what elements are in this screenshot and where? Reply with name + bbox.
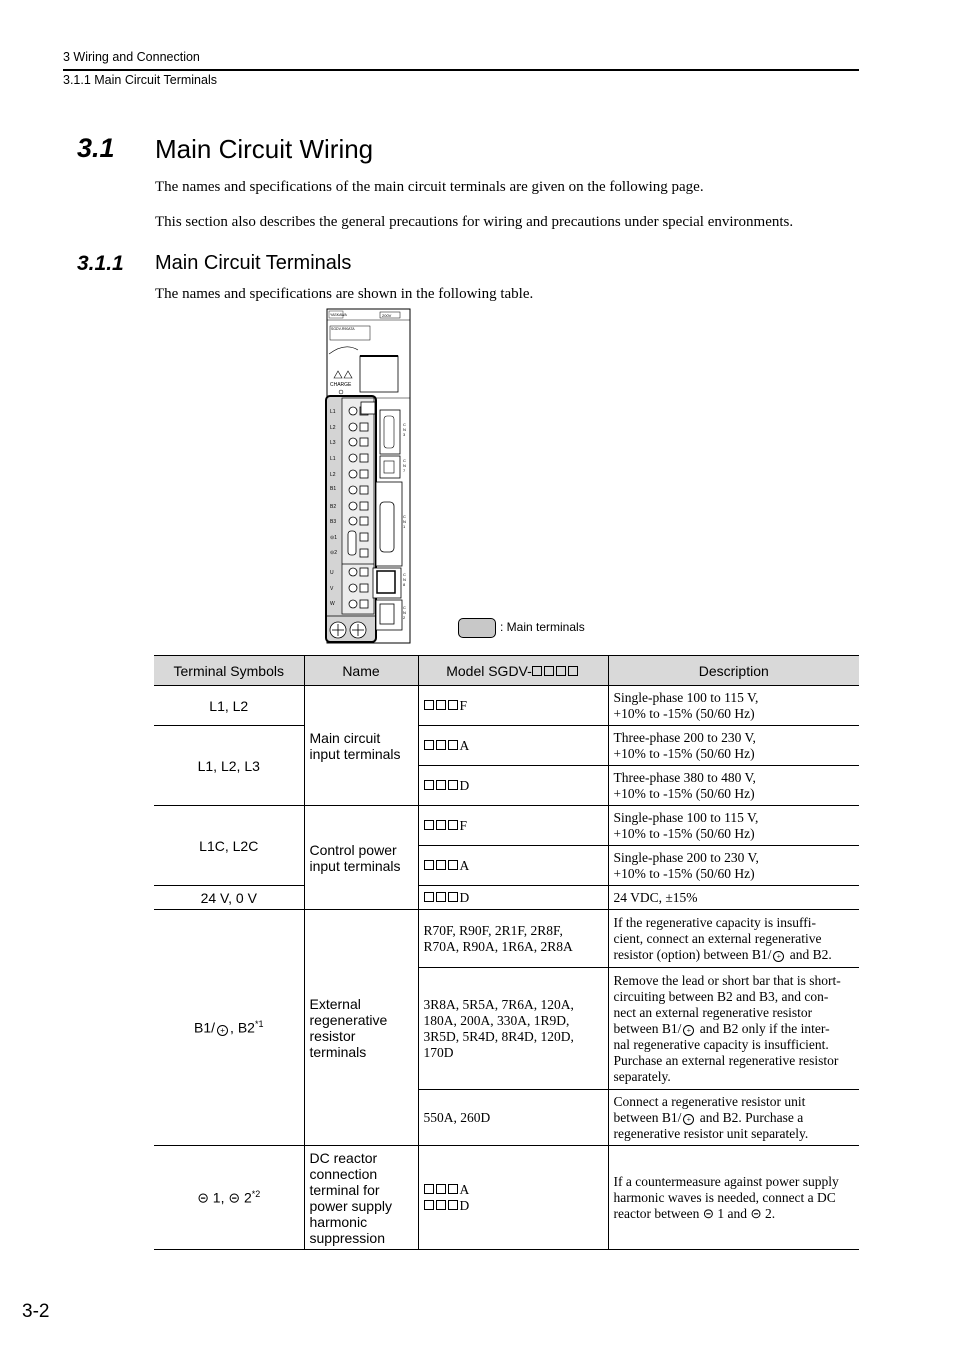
intro-paragraph-1: The names and specifications of the main circuit terminals are given on the following page. xyxy=(155,179,704,195)
table-row xyxy=(154,686,859,726)
description-cell: Single-phase 100 to 115 V, +10% to -15% (50/60 Hz) xyxy=(608,806,859,846)
terminal-symbol: ⊝ 1, ⊝ 2$^{*2}$ xyxy=(154,1146,304,1250)
svg-text:L1: L1 xyxy=(330,456,336,462)
plus-circle-icon: + xyxy=(683,1114,694,1125)
svg-text:⊝1: ⊝1 xyxy=(330,535,337,541)
model-cell: 550A, 260D xyxy=(418,1090,608,1146)
model-cell: A D xyxy=(418,1146,608,1250)
svg-text:L2: L2 xyxy=(330,425,336,431)
model-cell: D xyxy=(418,886,608,910)
model-cell: A xyxy=(418,846,608,886)
svg-text:N: N xyxy=(403,519,406,524)
column-header-model xyxy=(418,656,608,686)
svg-text:L3: L3 xyxy=(330,440,336,446)
intro-paragraph-2: This section also describes the general precautions for wiring and precautions under special environments. xyxy=(155,214,794,230)
table-row xyxy=(154,886,859,910)
table-row xyxy=(154,806,859,846)
svg-text:C: C xyxy=(403,605,406,610)
svg-text:C: C xyxy=(403,514,406,519)
svg-text:W: W xyxy=(330,601,335,607)
description-cell: Single-phase 200 to 230 V, +10% to -15% (50/60 Hz) xyxy=(608,846,859,886)
svg-text:N: N xyxy=(403,610,406,615)
terminal-name: Control power input terminals xyxy=(304,806,418,910)
svg-text:7: 7 xyxy=(403,468,406,473)
column-header-name: Name xyxy=(304,656,418,686)
description-cell: Three-phase 200 to 230 V, +10% to -15% (50/60 Hz) xyxy=(608,726,859,766)
svg-text:8: 8 xyxy=(403,582,406,587)
table-row xyxy=(154,726,859,766)
svg-text:⊝2: ⊝2 xyxy=(330,550,337,556)
svg-text:U: U xyxy=(330,570,334,576)
description-cell: Three-phase 380 to 480 V, +10% to -15% (50/60 Hz) xyxy=(608,766,859,806)
subsection-intro: The names and specifications are shown in the following table. xyxy=(155,286,534,302)
terminal-name: External regenerative resistor terminals xyxy=(304,910,418,1146)
terminal-symbol: L1, L2 xyxy=(154,686,304,726)
charge-label: CHARGE xyxy=(330,382,352,388)
section-number: 3.1 xyxy=(77,133,115,163)
table-row xyxy=(154,1146,859,1250)
model-cell: A xyxy=(418,726,608,766)
svg-text:N: N xyxy=(403,463,406,468)
svg-text:B2: B2 xyxy=(330,504,337,510)
model-cell: D xyxy=(418,766,608,806)
terminal-symbol: 24 V, 0 V xyxy=(154,886,304,910)
svg-text:1: 1 xyxy=(403,524,406,529)
svg-text:N: N xyxy=(403,577,406,582)
svg-text:V: V xyxy=(330,586,334,592)
model-header-text: Model SGDV- xyxy=(446,662,532,679)
plus-circle-icon: + xyxy=(683,1025,694,1036)
page-number: 3-2 xyxy=(22,1301,50,1322)
voltage-label: 200V xyxy=(382,313,392,318)
description-cell: Connect a regenerative resistor unit between B1/ + and B2. Purchase a regenerative resistor unit separately. xyxy=(608,1090,859,1146)
brand-logo: YASKAWA xyxy=(330,313,347,317)
running-header-section: 3.1.1 Main Circuit Terminals xyxy=(63,73,217,87)
main-terminals-legend: : Main terminals xyxy=(500,620,585,634)
plus-circle-icon: + xyxy=(773,951,784,962)
svg-text:L2: L2 xyxy=(330,472,336,478)
description-cell: Single-phase 100 to 115 V, +10% to -15% (50/60 Hz) xyxy=(608,686,859,726)
terminal-name: DC reactor connection terminal for power supply harmonic suppression xyxy=(304,1146,418,1250)
table-row xyxy=(154,910,859,968)
description-cell: Remove the lead or short bar that is short- circuiting between B2 and B3, and con- nect an external regenerative resistor between B1/ + and B2 only if the inter- nal regenerative capacity is insufficient. Purchase an external regenerative resistor separately. xyxy=(608,968,859,1090)
svg-text:N: N xyxy=(403,427,406,432)
description-cell: If the regenerative capacity is insuffi- cient, connect an external regenerative resistor (option) between B1/ + and B2. xyxy=(608,910,859,968)
terminal-symbol: L1, L2, L3 xyxy=(154,726,304,806)
main-circuit-terminals-table xyxy=(154,655,859,1250)
servopack-illustration xyxy=(318,306,418,646)
svg-text:L1: L1 xyxy=(330,409,336,415)
column-header-description: Description xyxy=(608,656,859,686)
table-header-row xyxy=(154,656,859,686)
subsection-number: 3.1.1 xyxy=(77,252,124,275)
description-cell: 24 VDC, ±15% xyxy=(608,886,859,910)
main-terminals-legend-swatch xyxy=(458,618,496,638)
model-cell: 3R8A, 5R5A, 7R6A, 120A, 180A, 200A, 330A, 1R9D, 3R5D, 5R4D, 8R4D, 120D, 170D xyxy=(418,968,608,1090)
terminal-symbol: B1/ + , B2$^{*1}$ xyxy=(154,910,304,1146)
subsection-title: Main Circuit Terminals xyxy=(155,252,352,274)
svg-text:B1: B1 xyxy=(330,486,337,492)
svg-text:C: C xyxy=(403,458,406,463)
header-rule xyxy=(63,69,859,71)
plus-circle-icon: + xyxy=(217,1025,228,1036)
svg-text:B3: B3 xyxy=(330,519,337,525)
model-cell: F xyxy=(418,686,608,726)
svg-text:C: C xyxy=(403,572,406,577)
svg-text:2: 2 xyxy=(403,615,406,620)
terminal-symbol: L1C, L2C xyxy=(154,806,304,886)
running-header-chapter: 3 Wiring and Connection xyxy=(63,50,200,64)
svg-text:3: 3 xyxy=(403,432,406,437)
column-header-terminal-symbols: Terminal Symbols xyxy=(154,656,304,686)
model-cell: R70F, R90F, 2R1F, 2R8F, R70A, R90A, 1R6A, 2R8A xyxy=(418,910,608,968)
section-title: Main Circuit Wiring xyxy=(155,134,374,164)
model-cell: F xyxy=(418,806,608,846)
terminal-name: Main circuit input terminals xyxy=(304,686,418,806)
description-cell: If a countermeasure against power supply harmonic waves is needed, connect a DC reactor between ⊝ 1 and ⊝ 2. xyxy=(608,1146,859,1250)
svg-text:C: C xyxy=(403,422,406,427)
model-label: SGDV-R90ATA xyxy=(331,327,355,331)
